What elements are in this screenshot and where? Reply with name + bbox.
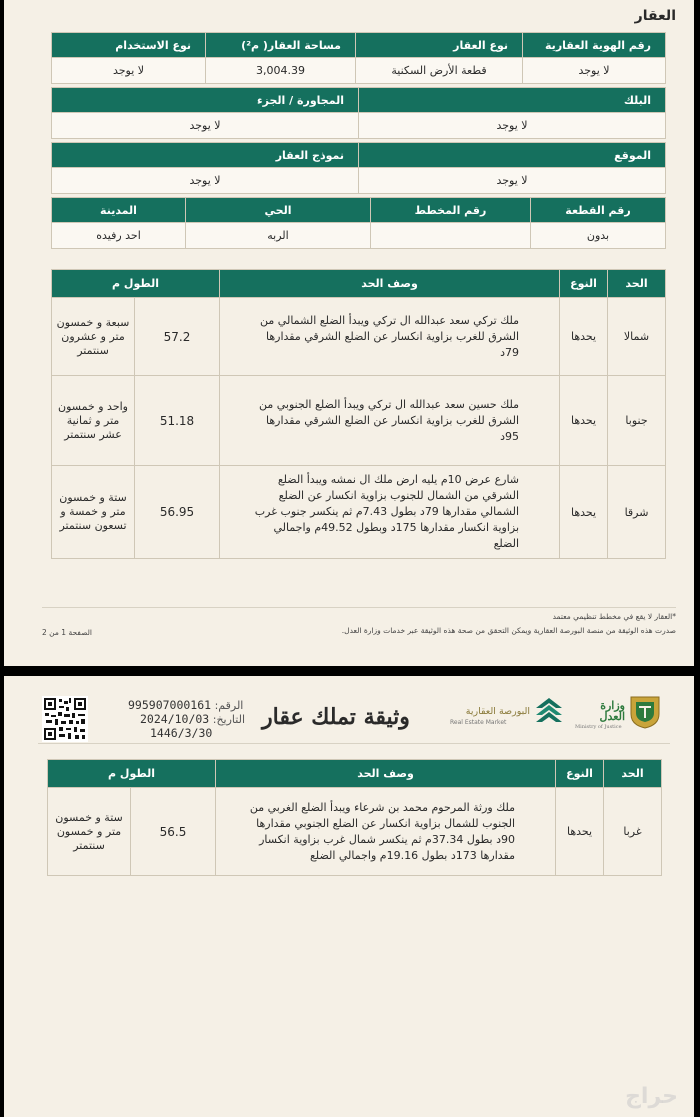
value-plan-number <box>371 223 531 249</box>
header-area: مساحة العقار( م²) <box>206 33 356 58</box>
header-boundary: الحد <box>604 760 662 788</box>
block-table <box>51 87 666 139</box>
header-property-type: نوع العقار <box>356 33 523 58</box>
boundary-length-words: ستة و خمسون متر و خمسون سنتمتر <box>48 788 131 876</box>
header-boundary: الحد <box>608 270 666 298</box>
boundary-length-words: ستة و خمسون متر و خمسة و تسعون سنتمتر <box>52 466 135 559</box>
boundary-type: يحدها <box>556 788 604 876</box>
value-district: الربه <box>186 223 371 249</box>
boundary-description: شارع عرض 10م يليه ارض ملك ال نمشه ويبدأ الضلع الشرقي من الشمال للجنوب بزاوية انكسار عن الضلع الشمالي مقدارها 79د بطول 7.43م ثم ينكسر جنوب غرب بزاوية انكسار مقدارها 175د وبطول 49.52م واجمالي الضلع <box>220 466 560 559</box>
boundary-direction: غربا <box>604 788 662 876</box>
table-row <box>52 466 666 559</box>
haraj-watermark: حراج <box>625 1084 678 1109</box>
document-number-label: الرقم: <box>214 699 244 712</box>
header-plan-number: رقم المخطط <box>371 198 531 223</box>
value-plot-number: بدون <box>531 223 666 249</box>
boundary-type: يحدها <box>560 376 608 466</box>
footnote-verification: صدرت هذه الوثيقة من منصة البورصة العقارية ويمكن التحقق من صحة هذه الوثيقة عبر خدمات وزارة العدل. <box>341 626 676 635</box>
value-property-id: لا يوجد <box>523 58 666 84</box>
value-neighborhood-part: لا يوجد <box>52 113 359 139</box>
document-date-gregorian: 2024/10/03 <box>140 712 210 726</box>
table-row <box>52 376 666 466</box>
header-length: الطول م <box>48 760 216 788</box>
header-plot-number: رقم القطعة <box>531 198 666 223</box>
boundaries-table <box>51 269 666 559</box>
header-length: الطول م <box>52 270 220 298</box>
boundary-length: 56.5 <box>131 788 216 876</box>
boundary-direction: جنوبا <box>608 376 666 466</box>
document-date-label: التاريخ: <box>212 713 246 726</box>
table-row <box>52 298 666 376</box>
footer-divider <box>42 607 676 608</box>
boundary-description: ملك حسين سعد عبدالله ال تركي ويبدأ الضلع الجنوبي من الشرق للغرب بزاوية انكسار عن الضلع الشرقي مقدارها 95د <box>220 376 560 466</box>
header-usage-type: نوع الاستخدام <box>52 33 206 58</box>
header-divider <box>38 743 670 744</box>
value-usage-type: لا يوجد <box>52 58 206 84</box>
property-info-table <box>51 32 666 84</box>
document-number-value: 995907000161 <box>128 698 212 712</box>
header-neighborhood-part: المجاورة / الجزء <box>52 88 359 113</box>
document-date-hijri: 1446/3/30 <box>150 726 213 740</box>
boundary-direction: شرقا <box>608 466 666 559</box>
header-city: المدينة <box>52 198 186 223</box>
real-estate-market-logo: البورصة العقارية Real Estate Market <box>450 706 530 726</box>
header-type: النوع <box>556 760 604 788</box>
boundary-length-words: سبعة و خمسون متر و عشرون سنتمتر <box>52 298 135 376</box>
table-row <box>48 788 662 876</box>
qr-code <box>42 696 88 742</box>
header-property-id: رقم الهوية العقارية <box>523 33 666 58</box>
document-title: وثيقة تملك عقار <box>262 704 410 730</box>
document-page-1 <box>4 0 694 666</box>
document-number <box>128 698 243 712</box>
boundaries-table-continued <box>47 759 662 876</box>
header-description: وصف الحد <box>220 270 560 298</box>
value-property-type: قطعة الأرض السكنية <box>356 58 523 84</box>
ministry-of-justice-logo: وزارة العدل Ministry of Justice <box>575 699 625 730</box>
boundary-length: 56.95 <box>135 466 220 559</box>
section-title: العقار <box>634 8 676 24</box>
boundary-length: 57.2 <box>135 298 220 376</box>
plot-table <box>51 197 666 249</box>
location-table <box>51 142 666 194</box>
boundary-type: يحدها <box>560 298 608 376</box>
boundary-description: ملك تركي سعد عبدالله ال تركي ويبدأ الضلع الشمالي من الشرق للغرب بزاوية انكسار عن الضلع الشرقي مقدارها 79د <box>220 298 560 376</box>
header-location: الموقع <box>359 143 666 168</box>
header-district: الحي <box>186 198 371 223</box>
header-block: البلك <box>359 88 666 113</box>
value-block: لا يوجد <box>359 113 666 139</box>
boundary-length-words: واحد و خمسون متر و ثمانية عشر سنتمتر <box>52 376 135 466</box>
header-description: وصف الحد <box>216 760 556 788</box>
boundary-description: ملك ورثة المرحوم محمد بن شرعاء ويبدأ الضلع الغربي من الجنوب للشمال بزاوية انكسار عن الضلع الجنوبي مقدارها 90د بطول 37.34م ثم ينكسر شمال غرب بزاوية انكسار مقدارها 173د بطول 19.16م واجمالي الضلع <box>216 788 556 876</box>
header-type: النوع <box>560 270 608 298</box>
footnote-unplanned: *العقار لا يقع في مخطط تنظيمي معتمد <box>552 612 676 621</box>
ministry-emblem-icon <box>628 694 662 730</box>
value-location: لا يوجد <box>359 168 666 194</box>
document-date <box>140 712 245 726</box>
boundary-length: 51.18 <box>135 376 220 466</box>
boundary-direction: شمالا <box>608 298 666 376</box>
value-area: 3,004.39 <box>206 58 356 84</box>
boundary-type: يحدها <box>560 466 608 559</box>
real-estate-market-icon <box>532 694 566 728</box>
value-city: احد رفيده <box>52 223 186 249</box>
value-property-model: لا يوجد <box>52 168 359 194</box>
header-property-model: نموذج العقار <box>52 143 359 168</box>
page-number: الصفحة 1 من 2 <box>42 628 92 637</box>
